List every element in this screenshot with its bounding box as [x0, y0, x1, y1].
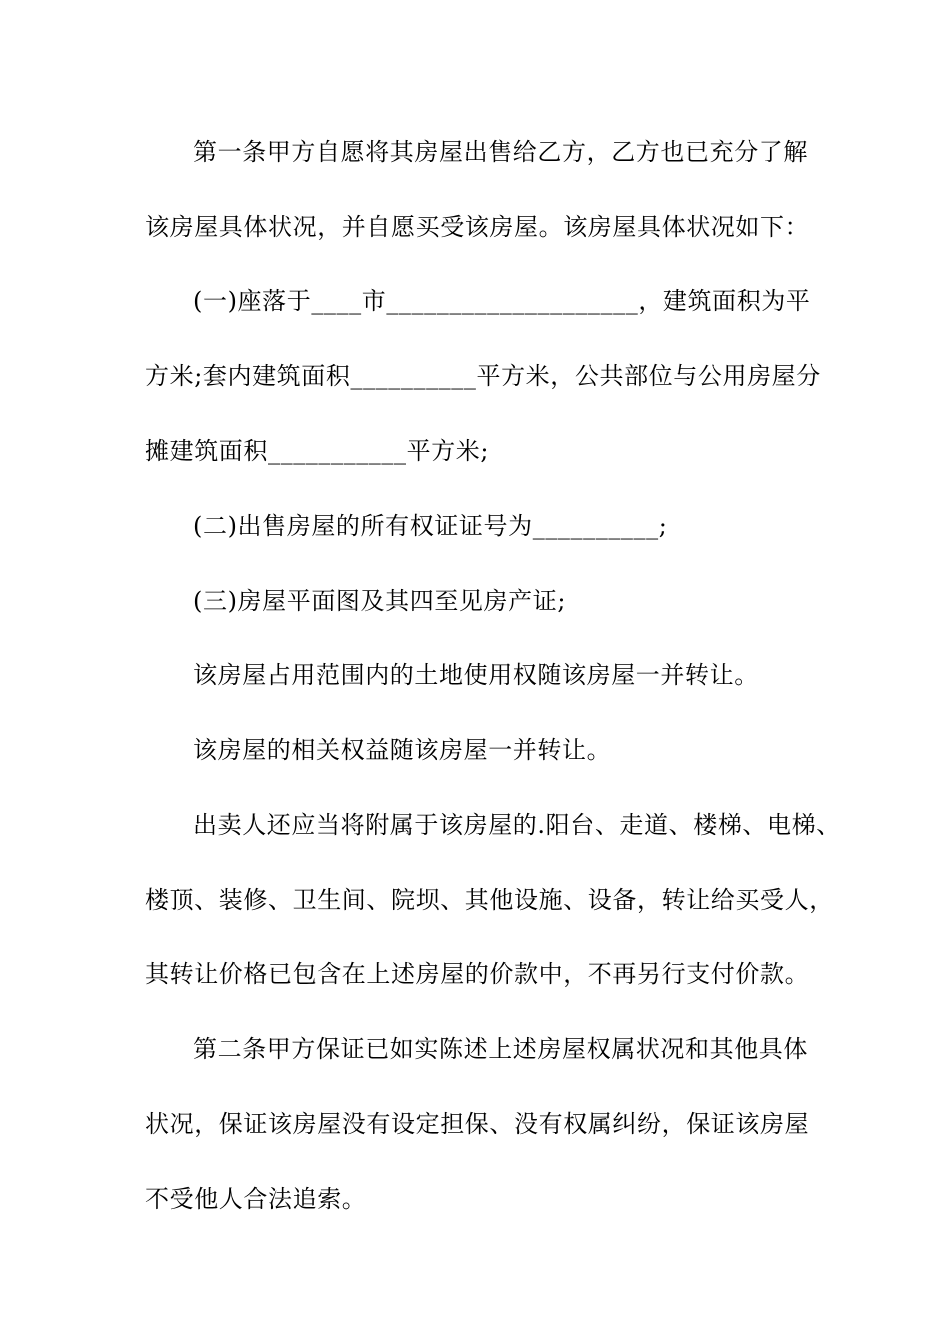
article-2-line-3: 不受他人合法追索。: [145, 1185, 367, 1213]
attachments-line-1: 出卖人还应当将附属于该房屋的.阳台、走道、楼梯、电梯、: [193, 811, 841, 839]
article-2-line-1: 第二条甲方保证已如实陈述上述房屋权属状况和其他具体: [193, 1035, 808, 1063]
item-2-line: (二)出售房屋的所有权证证号为__________;: [193, 512, 668, 540]
land-use-right-line: 该房屋占用范围内的土地使用权随该房屋一并转让。: [193, 661, 759, 689]
item-1-line-3: 摊建筑面积___________平方米;: [145, 437, 490, 465]
attachments-line-3: 其转让价格已包含在上述房屋的价款中，不再另行支付价款。: [145, 960, 810, 988]
item-3-line: (三)房屋平面图及其四至见房产证;: [193, 587, 567, 615]
article-1-line-1: 第一条甲方自愿将其房屋出售给乙方，乙方也已充分了解: [193, 138, 808, 166]
related-rights-line: 该房屋的相关权益随该房屋一并转让。: [193, 736, 612, 764]
attachments-line-2: 楼顶、装修、卫生间、院坝、其他设施、设备，转让给买受人，: [145, 886, 834, 914]
item-1-line-1: (一)座落于____市____________________，建筑面积为平: [193, 287, 811, 315]
article-2-line-2: 状况，保证该房屋没有设定担保、没有权属纠纷，保证该房屋: [145, 1110, 810, 1138]
item-1-line-2: 方米;套内建筑面积__________平方米，公共部位与公用房屋分: [145, 362, 821, 390]
article-1-line-2: 该房屋具体状况，并自愿买受该房屋。该房屋具体状况如下：: [145, 213, 810, 241]
